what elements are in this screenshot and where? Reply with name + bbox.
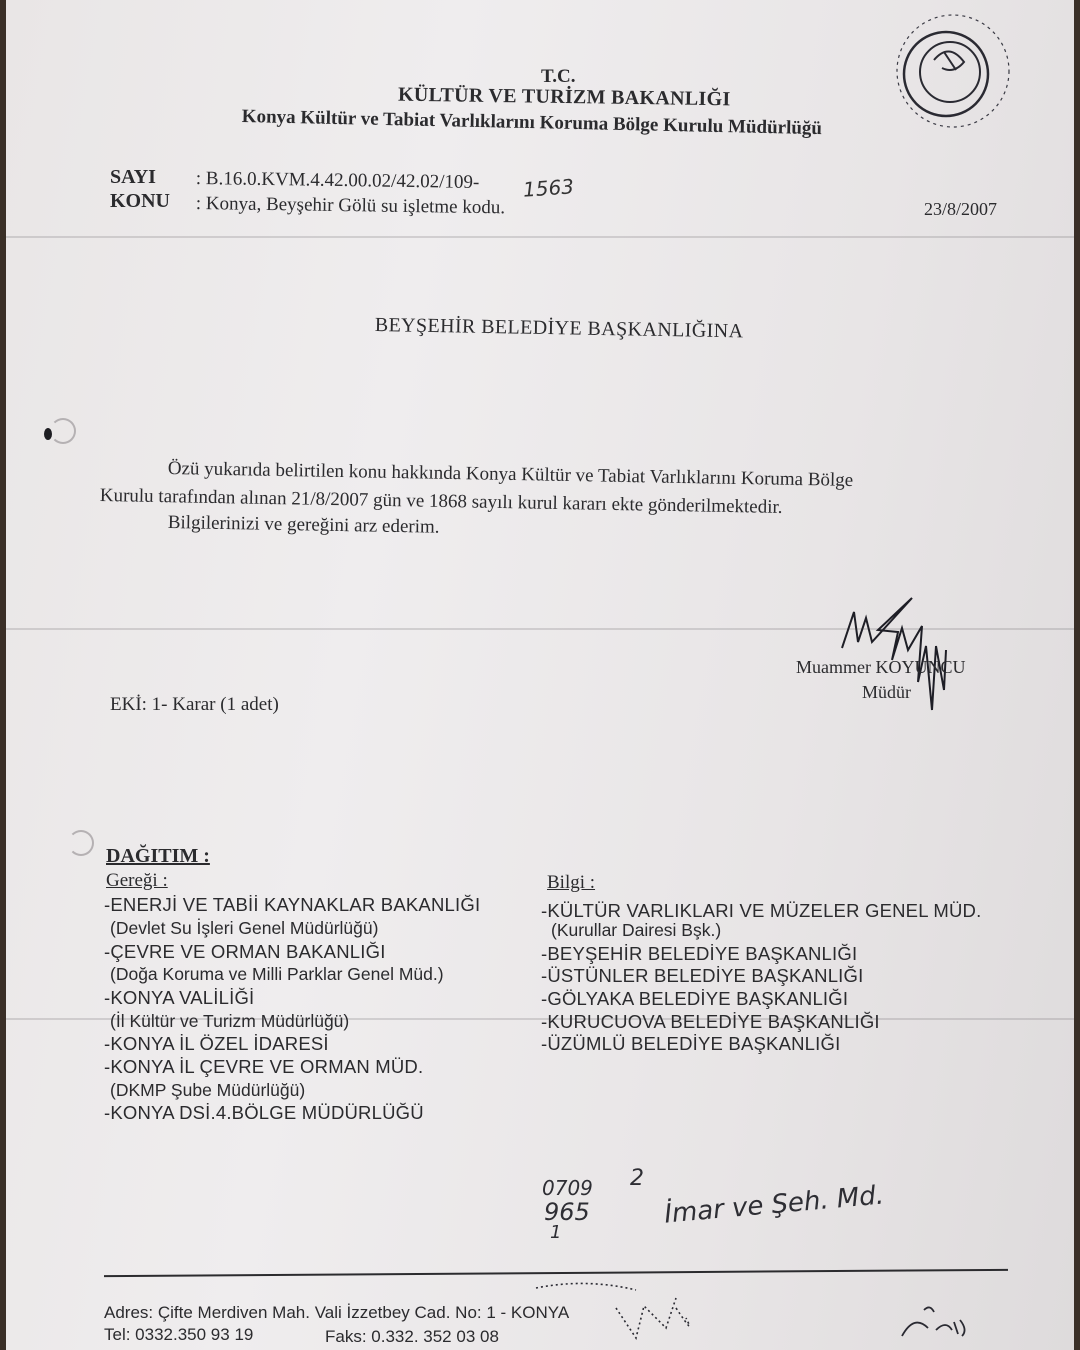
handwritten-number-mid: 965 xyxy=(544,1198,590,1226)
stamp-scribble-icon xyxy=(526,1278,726,1344)
signatory-title: Müdür xyxy=(862,682,911,702)
signature-icon xyxy=(832,590,1002,720)
body-line-2: Kurulu tarafından alınan 21/8/2007 gün ve 1868 sayılı kurul kararı ekte gönderilmektedir. xyxy=(99,485,783,518)
bilgi-label: Bilgi : xyxy=(547,872,596,893)
official-seal-icon xyxy=(894,12,1012,130)
attachment-note: EKİ: 1- Karar (1 adet) xyxy=(110,694,279,715)
gerei-item: -KONYA İL ÖZEL İDARESİ xyxy=(104,1033,329,1054)
konu-value: : Konya, Beyşehir Gölü su işletme kodu. xyxy=(195,193,506,219)
sayi-label: SAYI xyxy=(110,166,156,188)
turkiye-logo-icon xyxy=(894,1300,974,1346)
fold-line xyxy=(6,236,1074,238)
directorate-name: Konya Kültür ve Tabiat Varlıklarını Koruma Bölge Kurulu Müdürlüğü xyxy=(241,106,823,140)
document-page xyxy=(6,0,1074,1350)
gerei-label: Gereği : xyxy=(106,870,168,891)
gerei-item: (DKMP Şube Müdürlüğü) xyxy=(110,1080,306,1100)
punch-hole xyxy=(68,830,94,856)
footer-tel: Tel: 0332.350 93 19 xyxy=(104,1325,254,1344)
ink-dot xyxy=(44,428,52,440)
punch-hole xyxy=(50,418,76,444)
bilgi-item: -ÜZÜMLÜ BELEDİYE BAŞKANLIĞI xyxy=(541,1033,841,1054)
signatory-name: Muammer KOYUNCU xyxy=(796,657,966,677)
bilgi-item: -KURUCUOVA BELEDİYE BAŞKANLIĞI xyxy=(541,1011,880,1032)
handwritten-mark: 2 xyxy=(630,1166,644,1191)
ministry-name: KÜLTÜR VE TURİZM BAKANLIĞI xyxy=(397,83,731,111)
distribution-heading: DAĞITIM : xyxy=(106,845,210,867)
header-tc: T.C. xyxy=(541,66,576,87)
body-line-3: Bilgilerinizi ve gereğini arz ederim. xyxy=(167,512,440,538)
document-date: 23/8/2007 xyxy=(924,199,998,219)
gerei-item: (İl Kültür ve Turizm Müdürlüğü) xyxy=(110,1011,350,1031)
bilgi-item: -KÜLTÜR VARLIKLARI VE MÜZELER GENEL MÜD. xyxy=(541,900,982,921)
sayi-handwritten-number: 1563 xyxy=(522,174,575,202)
bilgi-item: -ÜSTÜNLER BELEDİYE BAŞKANLIĞI xyxy=(541,965,864,986)
footer-address: Adres: Çifte Merdiven Mah. Vali İzzetbey Cad. No: 1 - KONYA xyxy=(104,1303,570,1322)
gerei-item: -KONYA İL ÇEVRE VE ORMAN MÜD. xyxy=(104,1056,424,1077)
sayi-value: : B.16.0.KVM.4.42.00.02/42.02/109- xyxy=(195,168,480,193)
gerei-item: -ENERJİ VE TABİİ KAYNAKLAR BAKANLIĞI xyxy=(104,894,481,915)
bilgi-item: -GÖLYAKA BELEDİYE BAŞKANLIĞI xyxy=(541,988,849,1009)
gerei-item: -KONYA VALİLİĞİ xyxy=(104,987,255,1008)
handwritten-number-top: 0709 xyxy=(542,1176,593,1200)
handwritten-number-bottom: 1 xyxy=(550,1222,562,1243)
body-line-1: Özü yukarıda belirtilen konu hakkında Konya Kültür ve Tabiat Varlıklarını Koruma Bölge xyxy=(167,458,854,491)
gerei-item: -KONYA DSİ.4.BÖLGE MÜDÜRLÜĞÜ xyxy=(104,1102,424,1123)
footer-fax: Faks: 0.332. 352 03 08 xyxy=(325,1327,499,1346)
gerei-item: (Doğa Koruma ve Milli Parklar Genel Müd.) xyxy=(110,964,444,984)
konu-label: KONU xyxy=(110,190,170,212)
recipient-title: BEYŞEHİR BELEDİYE BAŞKANLIĞINA xyxy=(374,314,744,343)
gerei-item: (Devlet Su İşleri Genel Müdürlüğü) xyxy=(110,918,379,938)
bilgi-item: (Kurullar Dairesi Bşk.) xyxy=(551,920,722,940)
handwritten-note: İmar ve Şeh. Md. xyxy=(663,1180,886,1230)
bilgi-item: -BEYŞEHİR BELEDİYE BAŞKANLIĞI xyxy=(541,943,858,964)
footer-divider xyxy=(104,1269,1008,1277)
gerei-item: -ÇEVRE VE ORMAN BAKANLIĞI xyxy=(104,941,386,962)
